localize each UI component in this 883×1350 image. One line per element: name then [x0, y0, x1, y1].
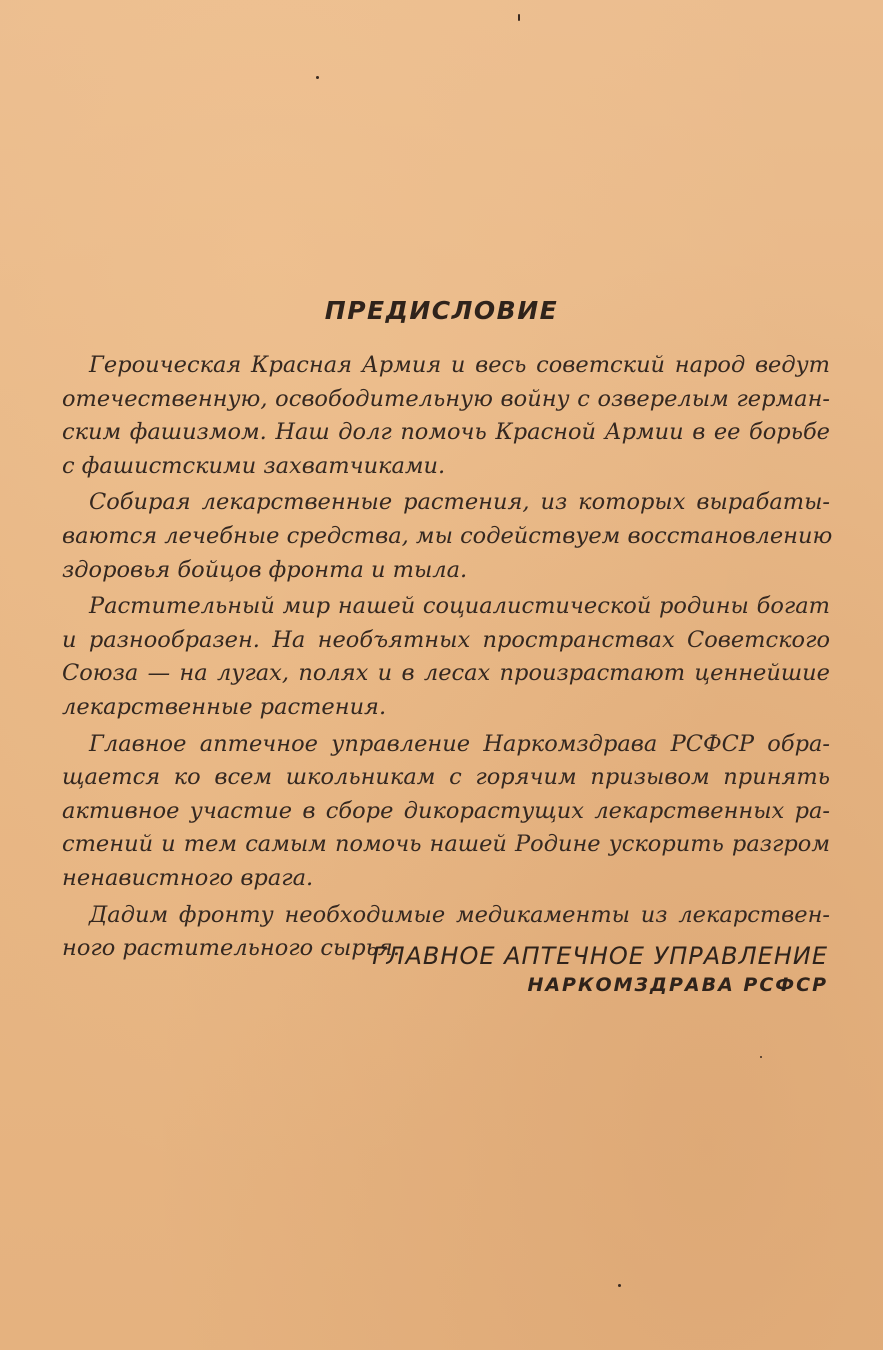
text-line: Союза — на лугах, полях и в лесах произрастают ценнейшие — [62, 660, 830, 687]
paragraph-2 — [62, 486, 833, 587]
paper-speck — [618, 1284, 621, 1287]
text-line: лекарственные растения. — [62, 693, 387, 720]
text-line: стений и тем самым помочь нашей Родине ускорить разгром — [62, 831, 830, 858]
text-line: Растительный мир нашей социалистической родины богат — [89, 593, 830, 620]
paper-speck — [518, 14, 520, 21]
text-line: и разнообразен. На необъятных пространствах Советского — [62, 626, 830, 653]
paragraph-4 — [62, 728, 830, 896]
text-line: отечественную, освободительную войну с озверелым герман- — [62, 385, 830, 412]
text-line: ваются лечебные средства, мы содействуем восстановлению — [62, 522, 833, 549]
paper-speck — [760, 1056, 762, 1058]
text-line: Главное аптечное управление Наркомздрава РСФСР обра- — [89, 730, 830, 757]
text-line: Собирая лекарственные растения, из которых вырабаты- — [89, 489, 830, 516]
text-line: ским фашизмом. Наш долг помочь Красной Армии в ее борьбе — [62, 419, 830, 446]
preface-heading: ПРЕДИСЛОВИЕ — [324, 296, 559, 325]
text-line: ненавистного врага. — [62, 864, 314, 891]
text-line: Дадим фронту необходимые медикаменты из лекарствен- — [89, 901, 830, 928]
text-line: с фашистскими захватчиками. — [62, 452, 446, 479]
text-line: Героическая Красная Армия и весь советский народ ведут — [89, 352, 830, 378]
paragraph-3 — [62, 590, 830, 724]
paragraph-1 — [62, 349, 830, 483]
text-line: здоровья бойцов фронта и тыла. — [62, 556, 468, 583]
preface-body — [62, 349, 833, 966]
signature-line-1: ГЛАВНОЕ АПТЕЧНОЕ УПРАВЛЕНИЕ — [372, 942, 828, 970]
text-line: активное участие в сборе дикорастущих лекарственных ра- — [62, 797, 830, 824]
text-line: ного растительного сырья. — [62, 935, 400, 962]
paper-speck — [316, 76, 319, 79]
text-line: щается ко всем школьникам с горячим призывом принять — [62, 764, 830, 791]
signature-line-2: НАРКОМЗДРАВА РСФСР — [527, 974, 828, 996]
